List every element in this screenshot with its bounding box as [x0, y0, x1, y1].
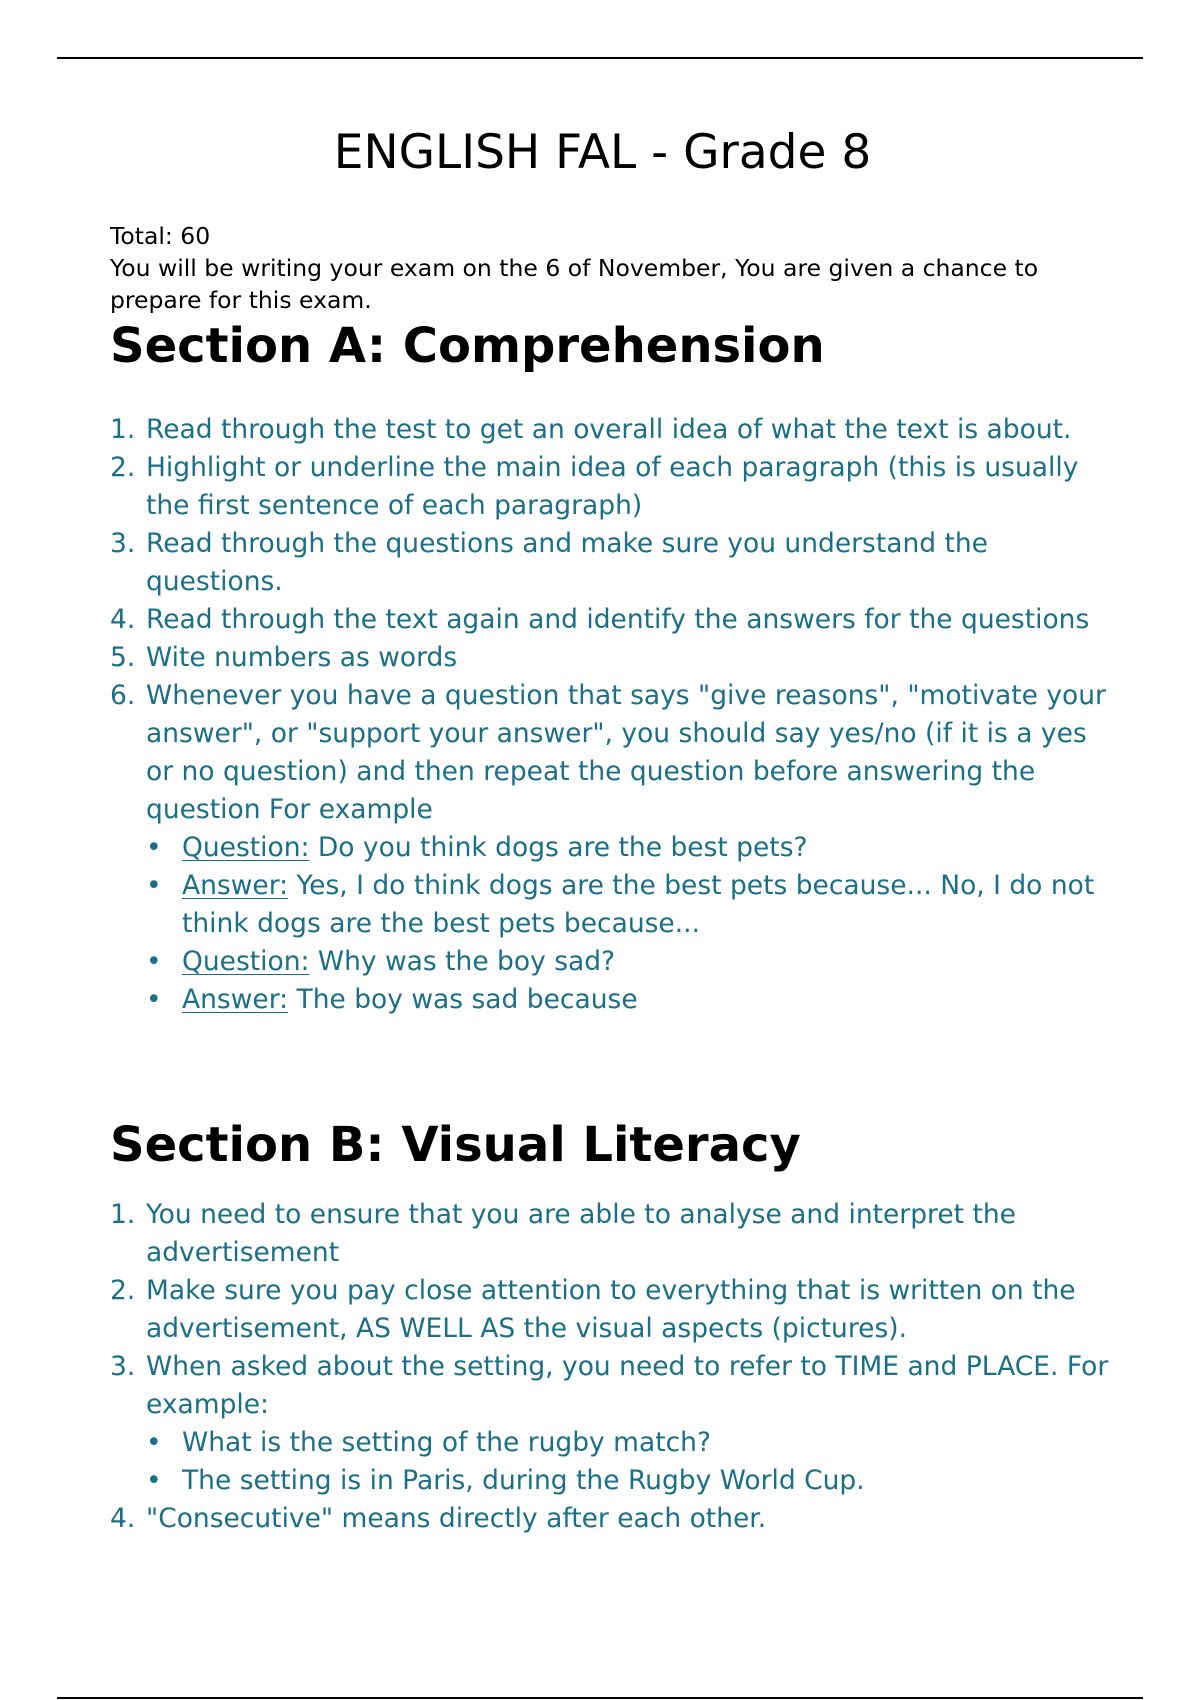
- total-marks: Total: 60: [110, 222, 211, 250]
- document-meta: [110, 220, 1100, 316]
- step-text: Read through the test to get an overall idea of what the text is about.: [146, 414, 1072, 445]
- section-b-steps: [110, 1196, 1110, 1538]
- step-text: Make sure you pay close attention to everything that is written on the advertisement, AS WELL AS the visual aspects (pictures).: [146, 1275, 1076, 1344]
- step-number: 3.: [110, 1351, 136, 1382]
- bullet-icon: •: [146, 1465, 162, 1496]
- list-item: [110, 677, 1110, 1019]
- example-item: [146, 943, 1110, 981]
- step-number: 2.: [110, 452, 136, 483]
- top-rule: [57, 57, 1143, 59]
- step-text: "Consecutive" means directly after each other.: [146, 1503, 767, 1534]
- step-number: 1.: [110, 414, 136, 445]
- example-label: Question:: [182, 832, 310, 863]
- step-text: Whenever you have a question that says "give reasons", "motivate your answer", or "support your answer", you should say yes/no (if it is a yes or no question) and then repeat the question before answering the question For example: [146, 680, 1106, 825]
- list-item: [110, 1500, 1110, 1538]
- list-item: [110, 1196, 1110, 1272]
- step-text: Read through the text again and identify the answers for the questions: [146, 604, 1090, 635]
- bottom-rule: [57, 1697, 1143, 1699]
- step-number: 5.: [110, 642, 136, 673]
- step-number: 4.: [110, 1503, 136, 1534]
- exam-intro: You will be writing your exam on the 6 of November, You are given a chance to prepare for this exam.: [110, 254, 1039, 314]
- step-text: Read through the questions and make sure you understand the questions.: [146, 528, 988, 597]
- step-number: 2.: [110, 1275, 136, 1306]
- example-label: Answer:: [182, 984, 289, 1015]
- bullet-icon: •: [146, 832, 162, 863]
- example-text: Yes, I do think dogs are the best pets because... No, I do not think dogs are the best pets because...: [182, 870, 1095, 939]
- step-number: 3.: [110, 528, 136, 559]
- section-b-heading: Section B: Visual Literacy: [110, 1117, 801, 1173]
- step-text: When asked about the setting, you need to refer to TIME and PLACE. For example:: [146, 1351, 1109, 1420]
- step-number: 1.: [110, 1199, 136, 1230]
- example-list: [146, 1424, 1110, 1500]
- example-text: Why was the boy sad?: [309, 946, 616, 977]
- example-list: [146, 829, 1110, 1019]
- list-item: [110, 525, 1110, 601]
- document-title: ENGLISH FAL - Grade 8: [333, 125, 872, 180]
- step-number: 6.: [110, 680, 136, 711]
- step-text: Highlight or underline the main idea of each paragraph (this is usually the first sentence of each paragraph): [146, 452, 1079, 521]
- step-number: 4.: [110, 604, 136, 635]
- bullet-icon: •: [146, 984, 162, 1015]
- section-a-steps: [110, 411, 1110, 1019]
- list-item: [110, 449, 1110, 525]
- example-item: [146, 1424, 1110, 1462]
- list-item: [110, 1272, 1110, 1348]
- bullet-icon: •: [146, 1427, 162, 1458]
- example-item: [146, 867, 1110, 943]
- list-item: [110, 411, 1110, 449]
- example-item: [146, 981, 1110, 1019]
- step-text: You need to ensure that you are able to analyse and interpret the advertisement: [146, 1199, 1016, 1268]
- example-item: [146, 829, 1110, 867]
- example-label: Question:: [182, 946, 310, 977]
- list-item: [110, 601, 1110, 639]
- example-text: The boy was sad because: [288, 984, 638, 1015]
- list-item: [110, 1348, 1110, 1500]
- example-text: Do you think dogs are the best pets?: [309, 832, 808, 863]
- example-label: Answer:: [182, 870, 289, 901]
- example-text: The setting is in Paris, during the Rugby World Cup.: [182, 1465, 865, 1496]
- example-item: [146, 1462, 1110, 1500]
- section-a-heading: Section A: Comprehension: [110, 318, 825, 374]
- list-item: [110, 639, 1110, 677]
- bullet-icon: •: [146, 946, 162, 977]
- example-text: What is the setting of the rugby match?: [182, 1427, 712, 1458]
- step-text: Wite numbers as words: [146, 642, 458, 673]
- bullet-icon: •: [146, 870, 162, 901]
